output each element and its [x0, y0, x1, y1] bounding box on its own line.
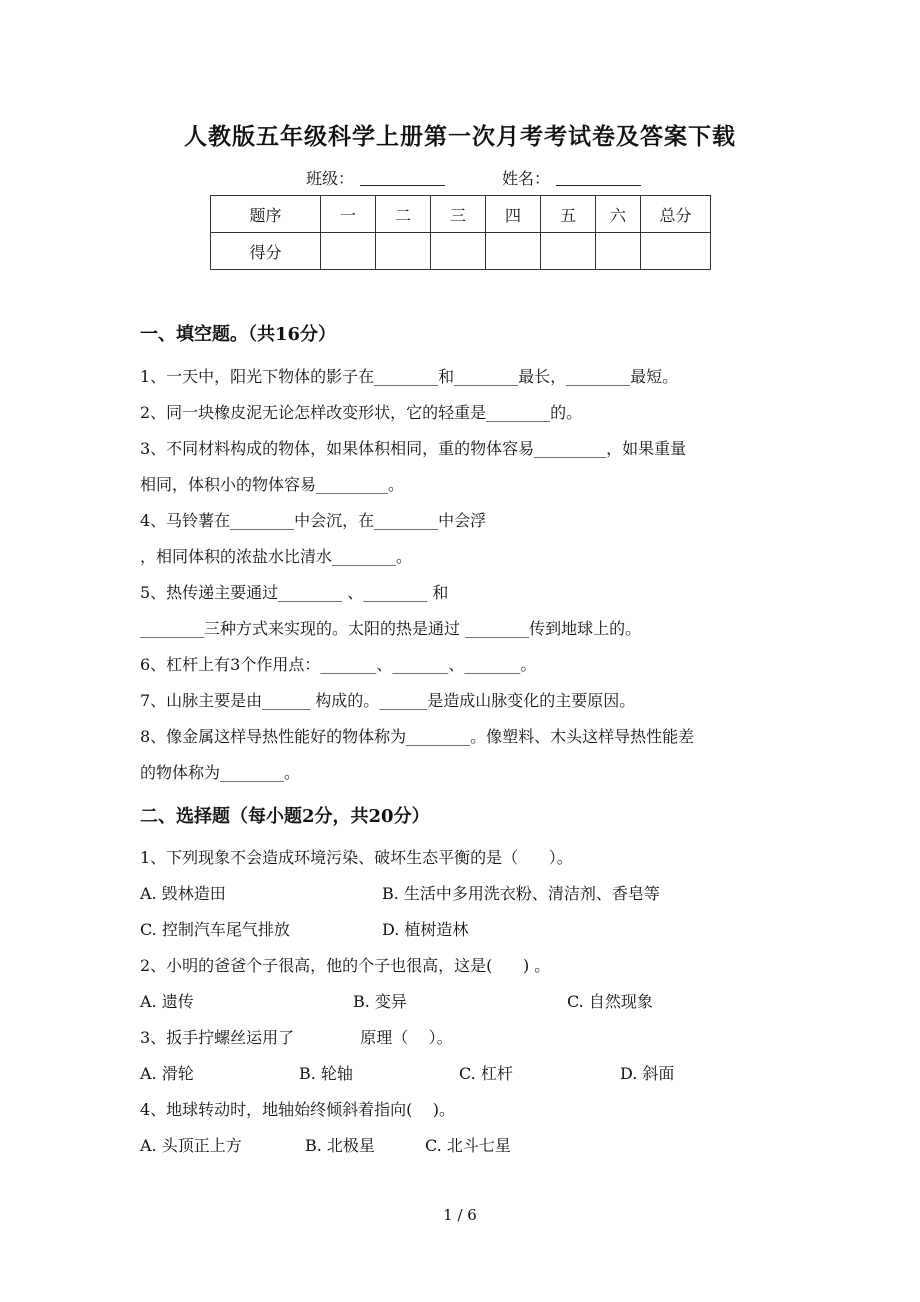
section1-heading: 一、填空题。（共16分） [140, 324, 337, 345]
choice-option[interactable]: D. 斜面 [620, 1064, 675, 1083]
fill-question-line: 8、像金属这样导热性能好的物体称为________。像塑料、木头这样导热性能差 [140, 727, 695, 746]
fill-question-line: 相同，体积小的物体容易_________。 [140, 475, 405, 494]
score-cell[interactable] [596, 233, 641, 270]
choice-option[interactable]: C. 自然现象 [567, 992, 653, 1011]
fill-question-line: 2、同一块橡皮泥无论怎样改变形状，它的轻重是________的。 [140, 403, 583, 422]
fill-question-line: 7、山脉主要是由______ 构成的。______是造成山脉变化的主要原因。 [140, 691, 636, 710]
choice-option[interactable]: C. 控制汽车尾气排放 [140, 920, 290, 939]
fill-question-line: ，相同体积的浓盐水比清水________。 [140, 547, 413, 566]
score-header-cell: 三 [431, 196, 486, 233]
score-header-cell: 六 [596, 196, 641, 233]
fill-question-line: 5、热传递主要通过________ 、________ 和 [140, 583, 449, 602]
score-cell[interactable] [431, 233, 486, 270]
choice-question-stem: 2、小明的爸爸个子很高，他的个子也很高，这是( ) 。 [140, 956, 551, 975]
score-header-cell: 总分 [641, 196, 711, 233]
choice-option[interactable]: A. 滑轮 [140, 1064, 194, 1083]
choice-option[interactable]: D. 植树造林 [382, 920, 469, 939]
choice-question-stem: 1、下列现象不会造成环境污染、破坏生态平衡的是（ ）。 [140, 848, 573, 867]
choice-option[interactable]: A. 头顶正上方 [140, 1136, 242, 1155]
class-label: 班级： [306, 169, 355, 188]
fill-question-line: ________三种方式来实现的。太阳的热是通过 ________传到地球上的。 [140, 619, 642, 638]
fill-question-line: 的物体称为________。 [140, 763, 301, 782]
score-cell[interactable] [376, 233, 431, 270]
fill-question-line: 4、马铃薯在________中会沉，在________中会浮 [140, 511, 487, 530]
score-cell[interactable] [641, 233, 711, 270]
choice-option[interactable]: C. 杠杆 [459, 1064, 513, 1083]
fill-question-line: 1、一天中，阳光下物体的影子在________和________最长，________最短。 [140, 367, 679, 386]
choice-question-stem: 3、扳手拧螺丝运用了 原理（ ）。 [140, 1028, 453, 1047]
score-row-label: 得分 [211, 233, 321, 270]
score-cell[interactable] [486, 233, 541, 270]
choice-option[interactable]: A. 遗传 [140, 992, 194, 1011]
fill-question-line: 6、杠杆上有3个作用点：_______、_______、_______。 [140, 655, 537, 674]
score-cell[interactable] [541, 233, 596, 270]
choice-option[interactable]: B. 轮轴 [299, 1064, 353, 1083]
score-header-cell: 题序 [211, 196, 321, 233]
choice-option[interactable]: B. 北极星 [305, 1136, 375, 1155]
fill-question-line: 3、不同材料构成的物体，如果体积相同，重的物体容易_________，如果重量 [140, 439, 687, 458]
score-table [210, 195, 711, 270]
page-number: 1 / 6 [443, 1206, 477, 1224]
section2-heading: 二、选择题（每小题2分，共20分） [140, 806, 430, 827]
choice-option[interactable]: C. 北斗七星 [425, 1136, 511, 1155]
exam-title: 人教版五年级科学上册第一次月考考试卷及答案下载 [184, 123, 736, 150]
score-header-cell: 二 [376, 196, 431, 233]
score-cell[interactable] [321, 233, 376, 270]
score-header-cell: 一 [321, 196, 376, 233]
score-table-score-row [211, 233, 711, 270]
choice-option[interactable]: B. 变异 [353, 992, 407, 1011]
score-header-cell: 五 [541, 196, 596, 233]
name-label: 姓名： [502, 169, 551, 188]
choice-option[interactable]: B. 生活中多用洗衣粉、清洁剂、香皂等 [382, 884, 660, 903]
score-table-header-row [211, 196, 711, 233]
name-blank[interactable] [556, 185, 641, 186]
score-header-cell: 四 [486, 196, 541, 233]
choice-question-stem: 4、地球转动时，地轴始终倾斜着指向( )。 [140, 1100, 456, 1119]
choice-option[interactable]: A. 毁林造田 [140, 884, 226, 903]
class-blank[interactable] [360, 185, 445, 186]
